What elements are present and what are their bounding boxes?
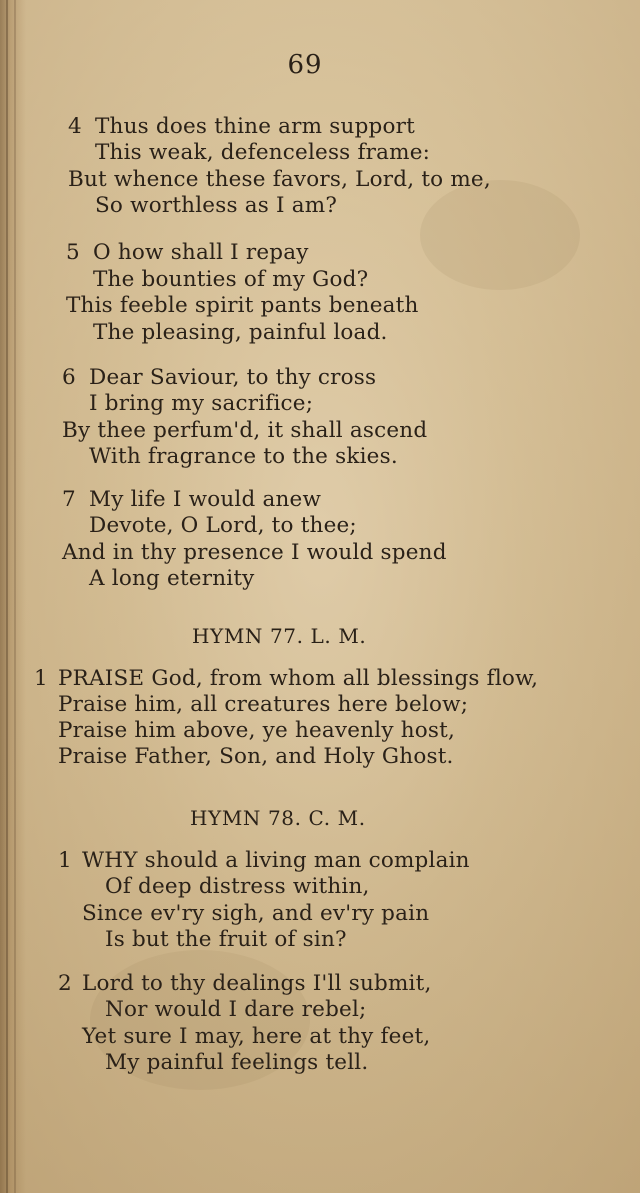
verse-line: Lord to thy dealings I'll submit,	[82, 971, 432, 996]
verse-line: So worthless as I am?	[95, 193, 338, 218]
verse-line: Praise Father, Son, and Holy Ghost.	[58, 744, 454, 769]
verse-line: Praise him, all creatures here below;	[58, 692, 469, 717]
page-number: 69	[287, 50, 323, 80]
verse-line: With fragrance to the skies.	[89, 444, 398, 469]
verse-number: 1	[58, 848, 72, 873]
verse-number: 5	[66, 240, 80, 265]
verse-line: The bounties of my God?	[93, 267, 369, 292]
verse-line: Nor would I dare rebel;	[105, 997, 367, 1022]
hymn-heading: HYMN 78. C. M.	[190, 806, 366, 830]
spine-edge-line	[6, 0, 8, 1193]
verse-line: PRAISE God, from whom all blessings flow,	[58, 666, 539, 691]
verse-number: 4	[68, 114, 82, 139]
verse-line: Of deep distress within,	[105, 874, 370, 899]
paper-stain	[420, 180, 580, 290]
verse-line: Yet sure I may, here at thy feet,	[82, 1024, 431, 1049]
verse-line: Thus does thine arm support	[95, 114, 415, 139]
verse-line: By thee perfum'd, it shall ascend	[62, 418, 428, 443]
verse-line: And in thy presence I would spend	[62, 540, 447, 565]
verse-line: WHY should a living man complain	[82, 848, 470, 873]
verse-line: Devote, O Lord, to thee;	[89, 513, 357, 538]
verse-number: 1	[34, 666, 48, 691]
verse-line: Since ev'ry sigh, and ev'ry pain	[82, 901, 430, 926]
page-spine-shadow	[0, 0, 26, 1193]
verse-line: Dear Saviour, to thy cross	[89, 365, 377, 390]
verse-number: 6	[62, 365, 76, 390]
verse-line: O how shall I repay	[93, 240, 309, 265]
verse-line: But whence these favors, Lord, to me,	[68, 167, 491, 192]
verse-line: This feeble spirit pants beneath	[66, 293, 419, 318]
verse-line: I bring my sacrifice;	[89, 391, 314, 416]
verse-number: 7	[62, 487, 76, 512]
verse-line: A long eternity	[89, 566, 255, 591]
verse-number: 2	[58, 971, 72, 996]
verse-line: My life I would anew	[89, 487, 322, 512]
verse-line: This weak, defenceless frame:	[95, 140, 431, 165]
verse-line: Praise him above, ye heavenly host,	[58, 718, 456, 743]
verse-line: Is but the fruit of sin?	[105, 927, 347, 952]
spine-edge-line	[14, 0, 16, 1193]
hymn-heading: HYMN 77. L. M.	[192, 624, 367, 648]
verse-line: My painful feelings tell.	[105, 1050, 369, 1075]
verse-line: The pleasing, painful load.	[93, 320, 388, 345]
